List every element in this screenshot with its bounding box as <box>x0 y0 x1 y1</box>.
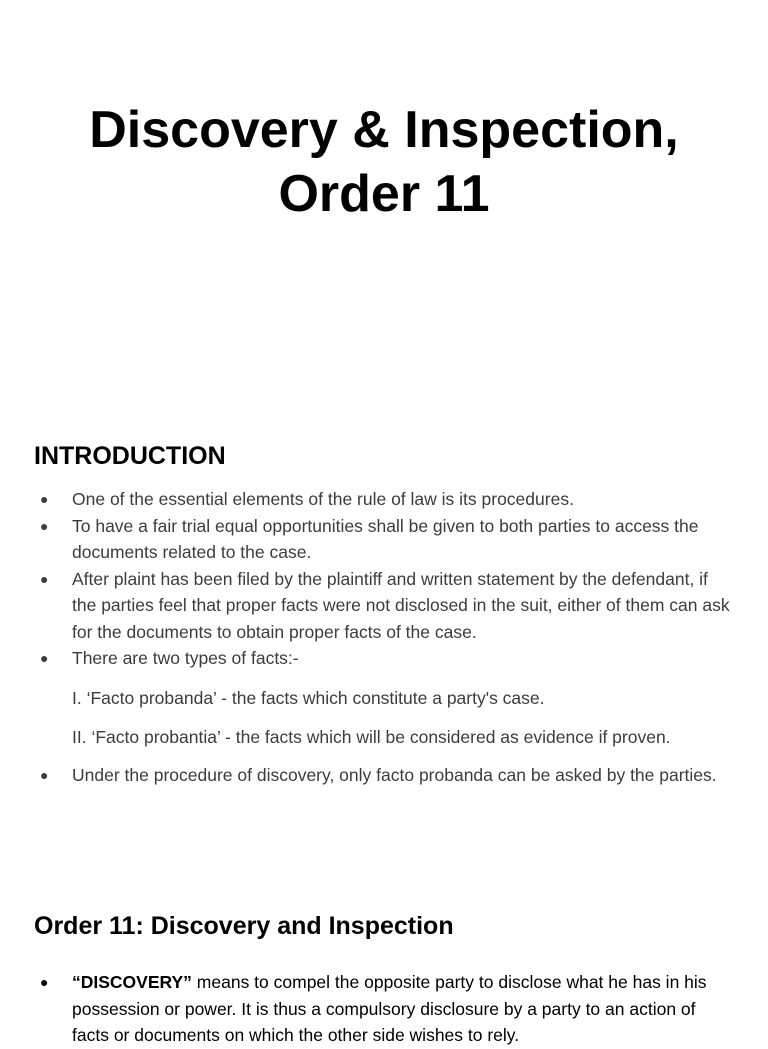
introduction-heading: INTRODUCTION <box>34 442 226 470</box>
list-item-text: There are two types of facts:- <box>72 648 299 668</box>
document-title <box>0 98 768 226</box>
list-item-text: After plaint has been filed by the plaintiff and written statement by the defendant, if the parties feel that proper facts were not disclosed in the suit, either of them can ask for the documents to obtain proper facts of the case. <box>72 568 730 642</box>
list-item-text: One of the essential elements of the rule of law is its procedures. <box>72 489 574 509</box>
list-item-text: To have a fair trial equal opportunities shall be given to both parties to access the documents related to the case. <box>72 515 699 562</box>
list-item <box>0 566 768 646</box>
list-item <box>0 969 768 1049</box>
bullet-icon: ● <box>40 974 49 990</box>
title-line-1: Discovery & Inspection, <box>89 101 679 159</box>
list-item <box>0 513 768 566</box>
list-item <box>0 762 768 789</box>
bullet-icon: ● <box>40 650 49 666</box>
fact-probantia: II. ‘Facto probantia’ - the facts which will be considered as evidence if proven. <box>72 727 671 747</box>
order11-list <box>0 969 768 1049</box>
list-item <box>0 486 768 513</box>
list-item <box>0 645 768 672</box>
introduction-list <box>0 486 768 788</box>
bullet-icon: ● <box>40 517 49 534</box>
bullet-icon: ● <box>40 766 49 783</box>
discovery-definition: means to compel the opposite party to disclose what he has in his possession or power. It is thus a compulsory disclosure by a party to an action of facts or documents on which the other side wishes to rely. <box>72 972 707 1045</box>
title-line-2: Order 11 <box>278 165 490 223</box>
fact-probanda: I. ‘Facto probanda’ - the facts which constitute a party's case. <box>72 687 545 708</box>
order11-heading: Order 11: Discovery and Inspection <box>34 912 454 940</box>
discovery-term: “DISCOVERY” <box>72 972 192 992</box>
list-item-text: Under the procedure of discovery, only facto probanda can be asked by the parties. <box>72 764 717 785</box>
bullet-icon: ● <box>40 570 49 587</box>
bullet-icon: ● <box>40 491 49 507</box>
